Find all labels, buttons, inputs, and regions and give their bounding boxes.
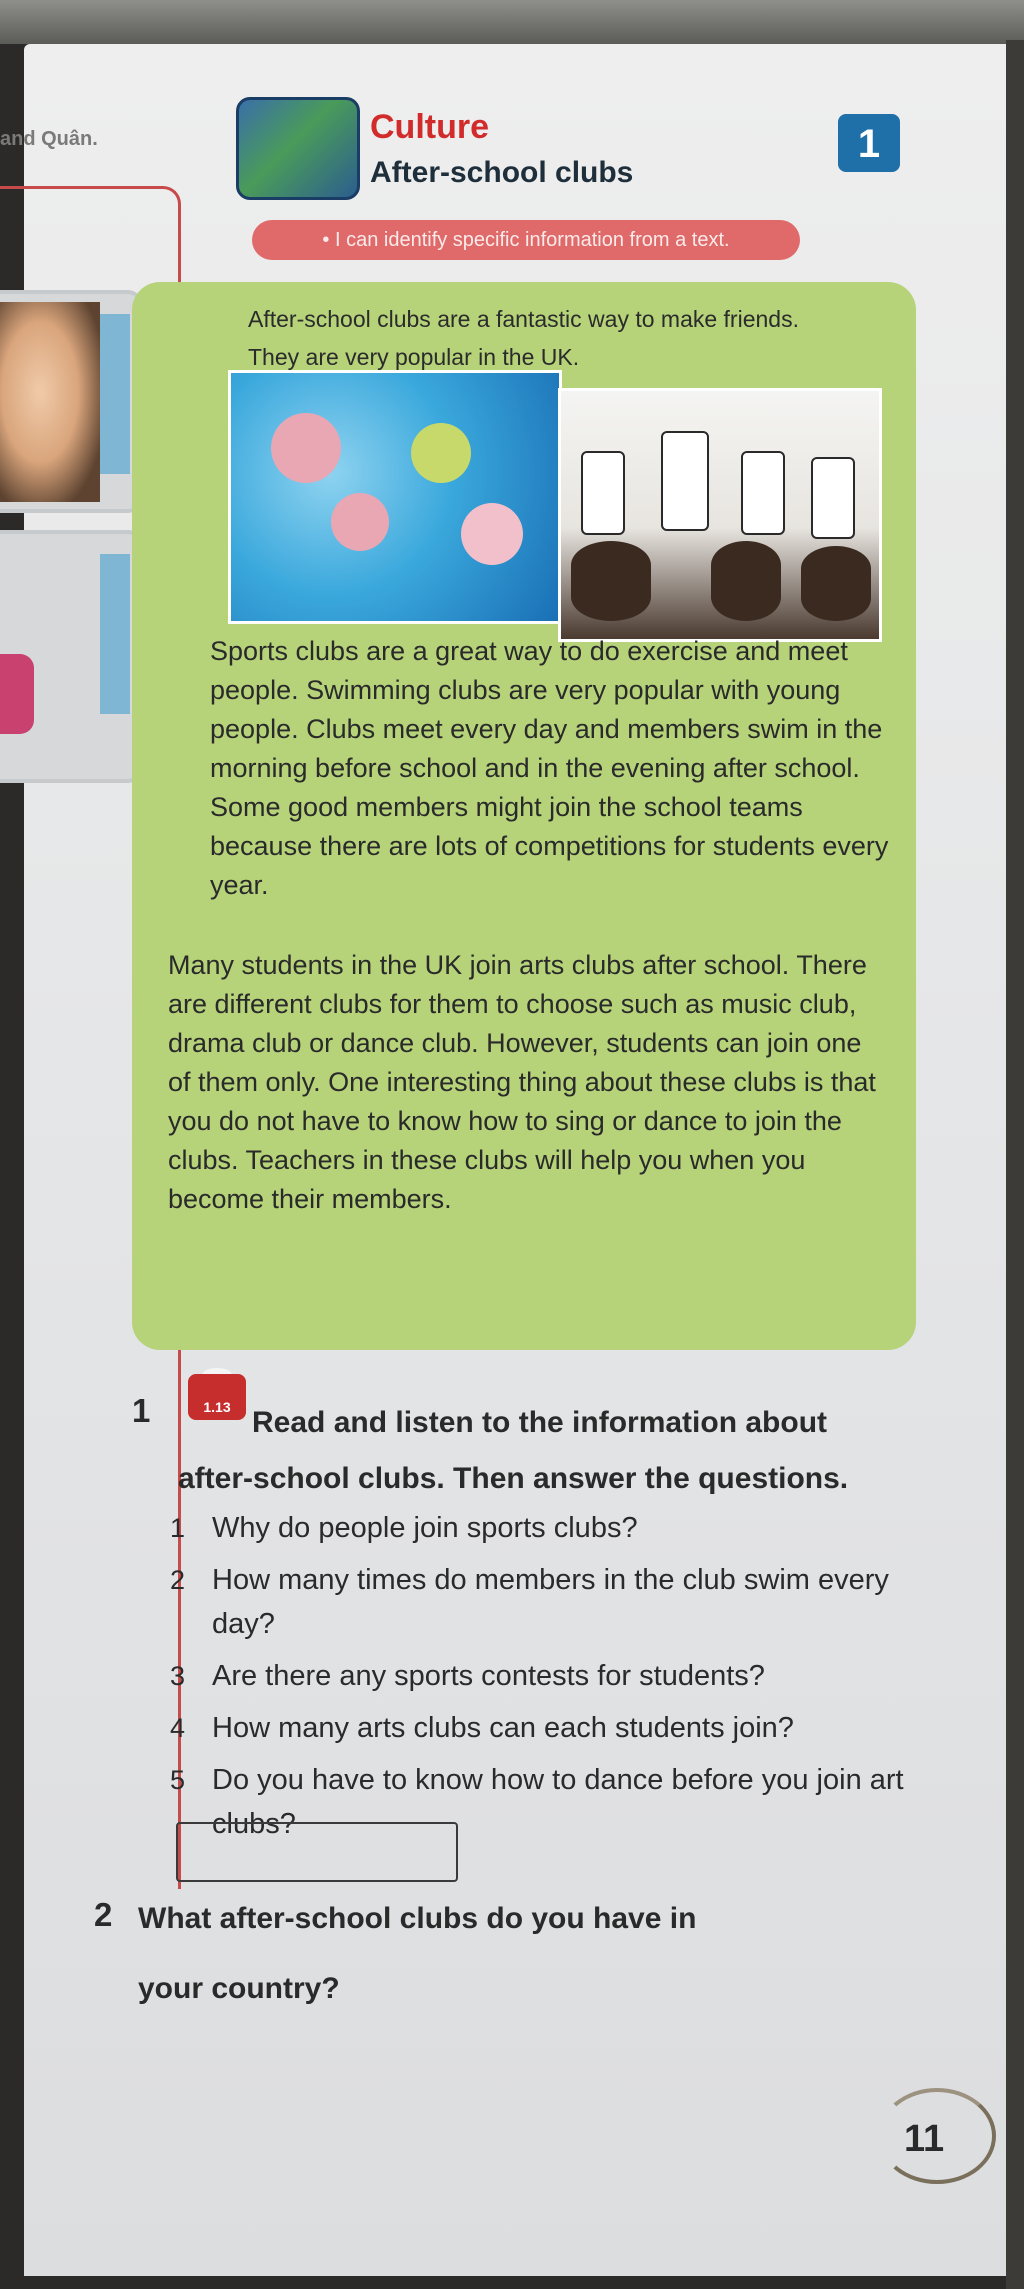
thumbnail-portrait bbox=[0, 290, 142, 513]
handwritten-box bbox=[176, 1822, 458, 1882]
exercise-1-instruction-line1: Read and listen to the information about bbox=[252, 1406, 828, 1439]
exercise-2-line2: your country? bbox=[138, 1972, 340, 2005]
page-number: 11 bbox=[904, 2118, 945, 2160]
exercise-1-instruction-line2: after-school clubs. Then answer the questions. bbox=[178, 1462, 849, 1495]
question-list bbox=[152, 1506, 952, 1846]
question-5: 5 Do you have to know how to dance before you join art clubs? bbox=[170, 1764, 904, 1840]
question-2: 2 How many times do members in the club swim every day? bbox=[170, 1564, 889, 1640]
drumming-photo bbox=[558, 388, 882, 642]
top-edge bbox=[0, 0, 1024, 44]
exercise-2-line1: What after-school clubs do you have in bbox=[138, 1902, 697, 1935]
page-edge bbox=[1006, 40, 1024, 2289]
section-category: Culture bbox=[370, 108, 489, 146]
culture-header-image bbox=[236, 97, 360, 200]
question-4: 4 How many arts clubs can each students join? bbox=[170, 1712, 794, 1744]
exercise-2-number: 2 bbox=[94, 1896, 113, 1933]
audio-track-badge[interactable]: 1.13 bbox=[188, 1374, 246, 1420]
paragraph-sports: Sports clubs are a great way to do exercise and meet people. Swimming clubs are very popular with young people. Clubs meet every day and members swim in the morning before school and in the evening after school. Some good members might join the school teams because there are lots of competitions for students every year. bbox=[210, 636, 889, 900]
question-3: 3 Are there any sports contests for students? bbox=[170, 1660, 765, 1692]
question-1: 1 Why do people join sports clubs? bbox=[170, 1512, 638, 1544]
swimming-photo bbox=[228, 370, 562, 624]
learning-objective: • I can identify specific information from a text. bbox=[252, 220, 800, 260]
thumbnail-photo bbox=[0, 530, 142, 783]
reading-intro: After-school clubs are a fantastic way to make friends. They are very popular in the UK. bbox=[248, 306, 799, 370]
unit-badge: 1 bbox=[838, 114, 900, 172]
exercise-1-number: 1 bbox=[132, 1392, 151, 1429]
previous-page-text: and Quân. bbox=[0, 128, 98, 150]
paragraph-arts: Many students in the UK join arts clubs after school. There are different clubs for them to choose such as music club, drama club or dance club. However, students can join one of them only. One interesting thing about these clubs is that you do not have to know how to sing or dance to join the clubs. Teachers in these clubs will help you when you become their members. bbox=[168, 950, 876, 1214]
section-title: After-school clubs bbox=[370, 156, 634, 189]
